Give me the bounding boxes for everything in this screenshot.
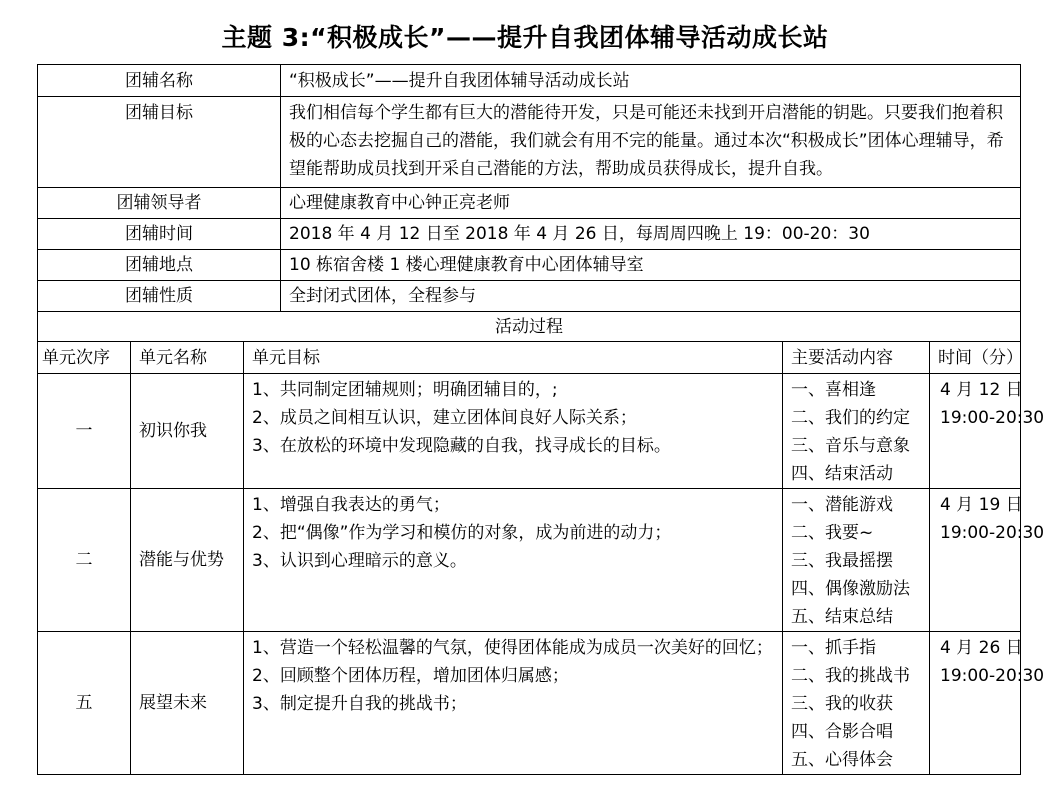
unit-activity: 一、抓手指 — [791, 638, 876, 658]
unit-activities — [783, 374, 930, 489]
unit-date: 4 月 19 日 — [940, 495, 1023, 515]
info-value: 10 栋宿舍楼 1 楼心理健康教育中心团体辅导室 — [281, 250, 1021, 281]
info-row-time — [38, 219, 1021, 250]
unit-date: 4 月 26 日 — [940, 638, 1023, 658]
unit-goal: 1、增强自我表达的勇气； — [252, 495, 450, 515]
unit-activity: 五、结束总结 — [791, 607, 893, 627]
unit-activities — [783, 632, 930, 775]
unit-goal: 1、营造一个轻松温馨的气氛，使得团体能成为成员一次美好的回忆； — [252, 638, 773, 658]
unit-goal: 2、成员之间相互认识，建立团体间良好人际关系； — [252, 408, 637, 428]
unit-activity: 四、偶像激励法 — [791, 579, 910, 599]
unit-row-1 — [38, 374, 1021, 489]
unit-goal: 3、认识到心理暗示的意义。 — [252, 551, 467, 571]
process-title: 活动过程 — [38, 312, 1021, 342]
unit-activity: 一、喜相逢 — [791, 380, 876, 400]
header-time: 时间（分） — [930, 342, 1021, 374]
header-row — [38, 342, 1021, 374]
process-title-row — [38, 312, 1021, 342]
info-value: 全封闭式团体，全程参与 — [281, 281, 1021, 312]
activity-table — [37, 64, 1045, 775]
page-title: 主题 3:“积极成长”——提升自我团体辅导活动成长站 — [221, 23, 829, 52]
header-order: 单元次序 — [38, 342, 131, 374]
unit-row-2 — [38, 489, 1021, 632]
info-row-goal — [38, 97, 1021, 188]
info-value: “积极成长”——提升自我团体辅导活动成长站 — [281, 65, 1021, 97]
info-label: 团辅目标 — [38, 97, 281, 188]
unit-time — [930, 489, 1045, 632]
unit-activity: 一、潜能游戏 — [791, 495, 893, 515]
unit-time-range: 19:00-20:30 — [940, 408, 1045, 428]
unit-name: 初识你我 — [131, 374, 244, 489]
unit-row-3 — [38, 632, 1021, 775]
unit-time-range: 19:00-20:30 — [940, 523, 1045, 543]
info-label: 团辅领导者 — [38, 188, 281, 219]
info-value: 心理健康教育中心钟正亮老师 — [281, 188, 1021, 219]
unit-activity: 四、合影合唱 — [791, 722, 893, 742]
unit-time — [930, 374, 1045, 489]
info-row-location — [38, 250, 1021, 281]
unit-goals — [244, 374, 783, 489]
unit-activity: 二、我们的约定 — [791, 408, 910, 428]
info-label: 团辅性质 — [38, 281, 281, 312]
header-activities: 主要活动内容 — [783, 342, 930, 374]
unit-time-range: 19:00-20:30 — [940, 666, 1045, 686]
unit-activity: 三、音乐与意象 — [791, 436, 910, 456]
unit-activity: 四、结束活动 — [791, 464, 893, 484]
header-name: 单元名称 — [131, 342, 244, 374]
info-label: 团辅地点 — [38, 250, 281, 281]
info-row-nature — [38, 281, 1021, 312]
unit-activity: 二、我的挑战书 — [791, 666, 910, 686]
info-label: 团辅名称 — [38, 65, 281, 97]
unit-goal: 1、共同制定团辅规则；明确团辅目的，; — [252, 380, 558, 400]
unit-date: 4 月 12 日 — [940, 380, 1023, 400]
info-row-leader — [38, 188, 1021, 219]
unit-goal: 3、在放松的环境中发现隐藏的自我，找寻成长的目标。 — [252, 436, 671, 456]
info-value: 2018 年 4 月 12 日至 2018 年 4 月 26 日，每周周四晚上 19：00-20：30 — [281, 219, 1021, 250]
info-label: 团辅时间 — [38, 219, 281, 250]
unit-order: 五 — [38, 632, 131, 775]
unit-time — [930, 632, 1045, 775]
unit-goals — [244, 632, 783, 775]
unit-activity: 五、心得体会 — [791, 750, 893, 770]
unit-order: 二 — [38, 489, 131, 632]
unit-goal: 2、把“偶像”作为学习和模仿的对象，成为前进的动力； — [252, 523, 672, 543]
unit-activities — [783, 489, 930, 632]
unit-name: 潜能与优势 — [131, 489, 244, 632]
unit-goal: 3、制定提升自我的挑战书； — [252, 694, 467, 714]
unit-goals — [244, 489, 783, 632]
unit-goal: 2、回顾整个团体历程，增加团体归属感； — [252, 666, 569, 686]
unit-activity: 二、我要~ — [791, 523, 874, 543]
unit-activity: 三、我的收获 — [791, 694, 893, 714]
unit-activity: 三、我最摇摆 — [791, 551, 893, 571]
info-row-name — [38, 65, 1021, 97]
header-goals: 单元目标 — [244, 342, 783, 374]
unit-order: 一 — [38, 374, 131, 489]
info-value: 我们相信每个学生都有巨大的潜能待开发，只是可能还未找到开启潜能的钥匙。只要我们抱着积极的心态去挖掘自己的潜能，我们就会有用不完的能量。通过本次“积极成长”团体心理辅导，希望能帮助成员找到开采自己潜能的方法，帮助成员获得成长，提升自我。 — [281, 97, 1021, 188]
unit-name: 展望未来 — [131, 632, 244, 775]
